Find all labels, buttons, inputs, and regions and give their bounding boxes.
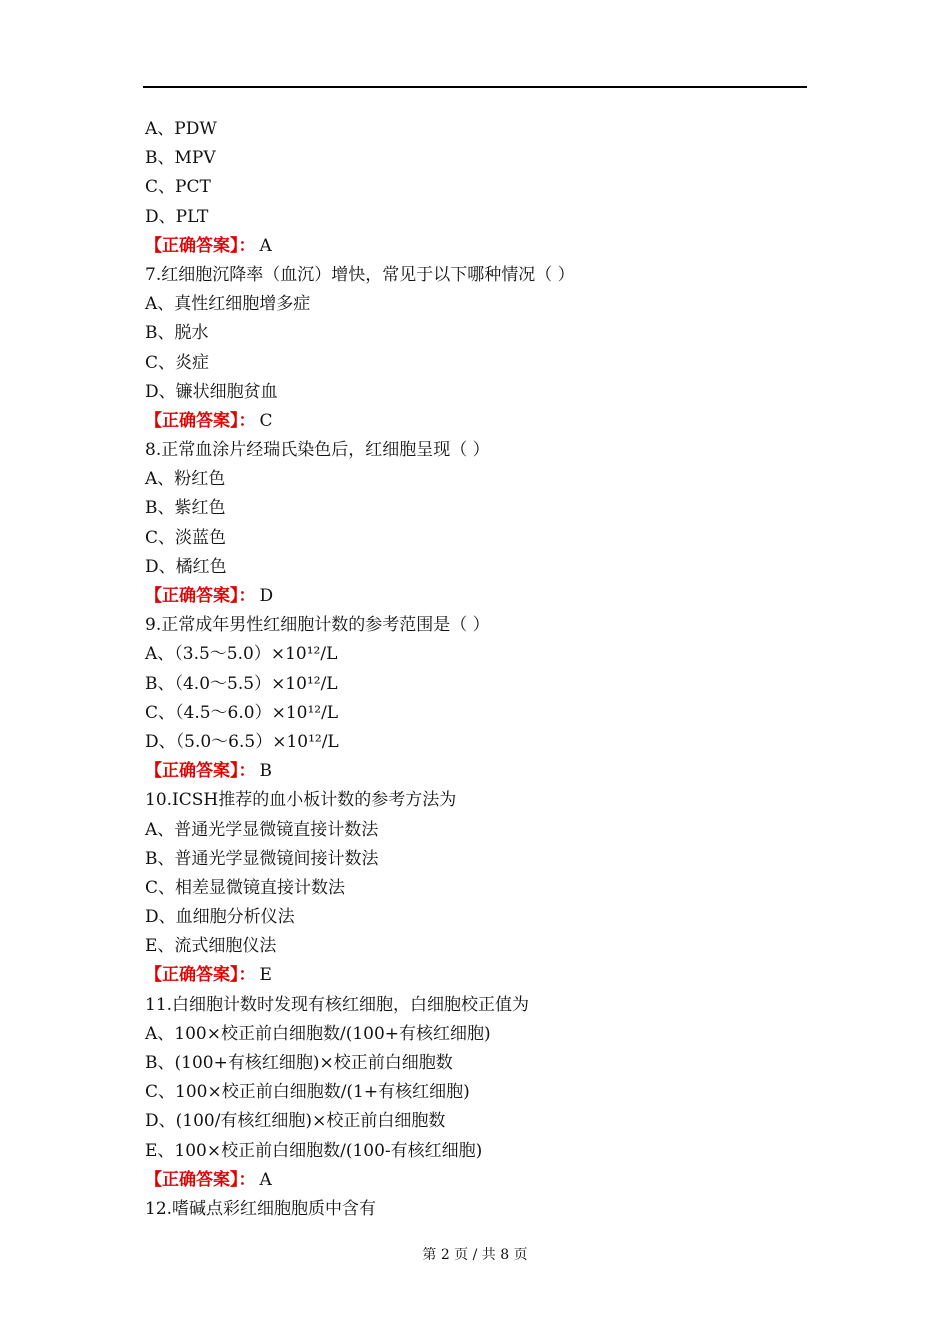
correct-answer-value: D <box>259 586 274 606</box>
correct-answer-label: 【正确答案】： <box>145 761 256 782</box>
option-text: D、（5.0～6.5）×10¹²/L <box>145 731 339 752</box>
correct-answer-label: 【正确答案】： <box>145 965 256 986</box>
option-text: B、脱水 <box>145 323 209 344</box>
option-text: D、橘红色 <box>145 556 227 577</box>
option-text: C、淡蓝色 <box>145 527 227 548</box>
option-text: A、100×校正前白细胞数/(100+有核红细胞) <box>145 1023 491 1044</box>
option-text: A、真性红细胞增多症 <box>145 294 311 315</box>
correct-answer-line <box>145 582 805 611</box>
option-text: D、PLT <box>145 206 209 227</box>
option-text: C、相差显微镜直接计数法 <box>145 877 346 898</box>
option-text: B、紫红色 <box>145 498 226 519</box>
correct-answer-label: 【正确答案】： <box>145 235 256 256</box>
option-text: A、普通光学显微镜直接计数法 <box>145 819 379 840</box>
option-text: E、流式细胞仪法 <box>145 936 277 957</box>
option-text: B、普通光学显微镜间接计数法 <box>145 848 379 869</box>
option-text: A、PDW <box>145 119 217 139</box>
option-text: D、血细胞分析仪法 <box>145 907 295 928</box>
question-text: 9.正常成年男性红细胞计数的参考范围是（ ） <box>145 615 490 636</box>
correct-answer-value: B <box>259 761 272 782</box>
option-text: B、MPV <box>145 148 216 169</box>
option-text: C、100×校正前白细胞数/(1+有核红细胞) <box>145 1082 470 1103</box>
correct-answer-line <box>145 407 805 436</box>
correct-answer-value: C <box>259 410 273 431</box>
correct-answer-value: A <box>259 1169 272 1190</box>
question-text: 11.白细胞计数时发现有核红细胞，白细胞校正值为 <box>145 994 530 1015</box>
option-text: E、100×校正前白细胞数/(100-有核红细胞) <box>145 1140 483 1161</box>
question-text: 8.正常血涂片经瑞氏染色后，红细胞呈现（ ） <box>145 440 490 461</box>
option-text: C、炎症 <box>145 352 210 373</box>
correct-answer-value: E <box>259 965 272 986</box>
correct-answer-line <box>145 961 805 990</box>
correct-answer-label: 【正确答案】： <box>145 410 256 431</box>
option-text: B、(100+有核红细胞)×校正前白细胞数 <box>145 1053 453 1073</box>
question-text: 12.嗜碱点彩红细胞胞质中含有 <box>145 1198 377 1219</box>
document-body <box>145 115 805 1224</box>
correct-answer-label: 【正确答案】： <box>145 1169 256 1190</box>
option-text: C、PCT <box>145 177 211 198</box>
option-text: A、（3.5～5.0）×10¹²/L <box>145 644 338 665</box>
correct-answer-line <box>145 757 805 786</box>
option-text: D、(100/有核红细胞)×校正前白细胞数 <box>145 1111 446 1132</box>
option-text: C、（4.5～6.0）×10¹²/L <box>145 702 339 723</box>
option-text: D、镰状细胞贫血 <box>145 381 278 402</box>
correct-answer-line <box>145 1166 805 1195</box>
option-text: B、（4.0～5.5）×10¹²/L <box>145 673 338 694</box>
page-footer: 第 2 页 / 共 8 页 <box>422 1247 528 1263</box>
question-text: 10.ICSH推荐的血小板计数的参考方法为 <box>145 790 457 811</box>
correct-answer-line <box>145 232 805 261</box>
option-text: A、粉红色 <box>145 469 226 490</box>
correct-answer-label: 【正确答案】： <box>145 586 256 606</box>
question-text: 7.红细胞沉降率（血沉）增快，常见于以下哪种情况（ ） <box>145 264 575 285</box>
header-rule <box>143 86 807 88</box>
correct-answer-value: A <box>259 235 272 256</box>
